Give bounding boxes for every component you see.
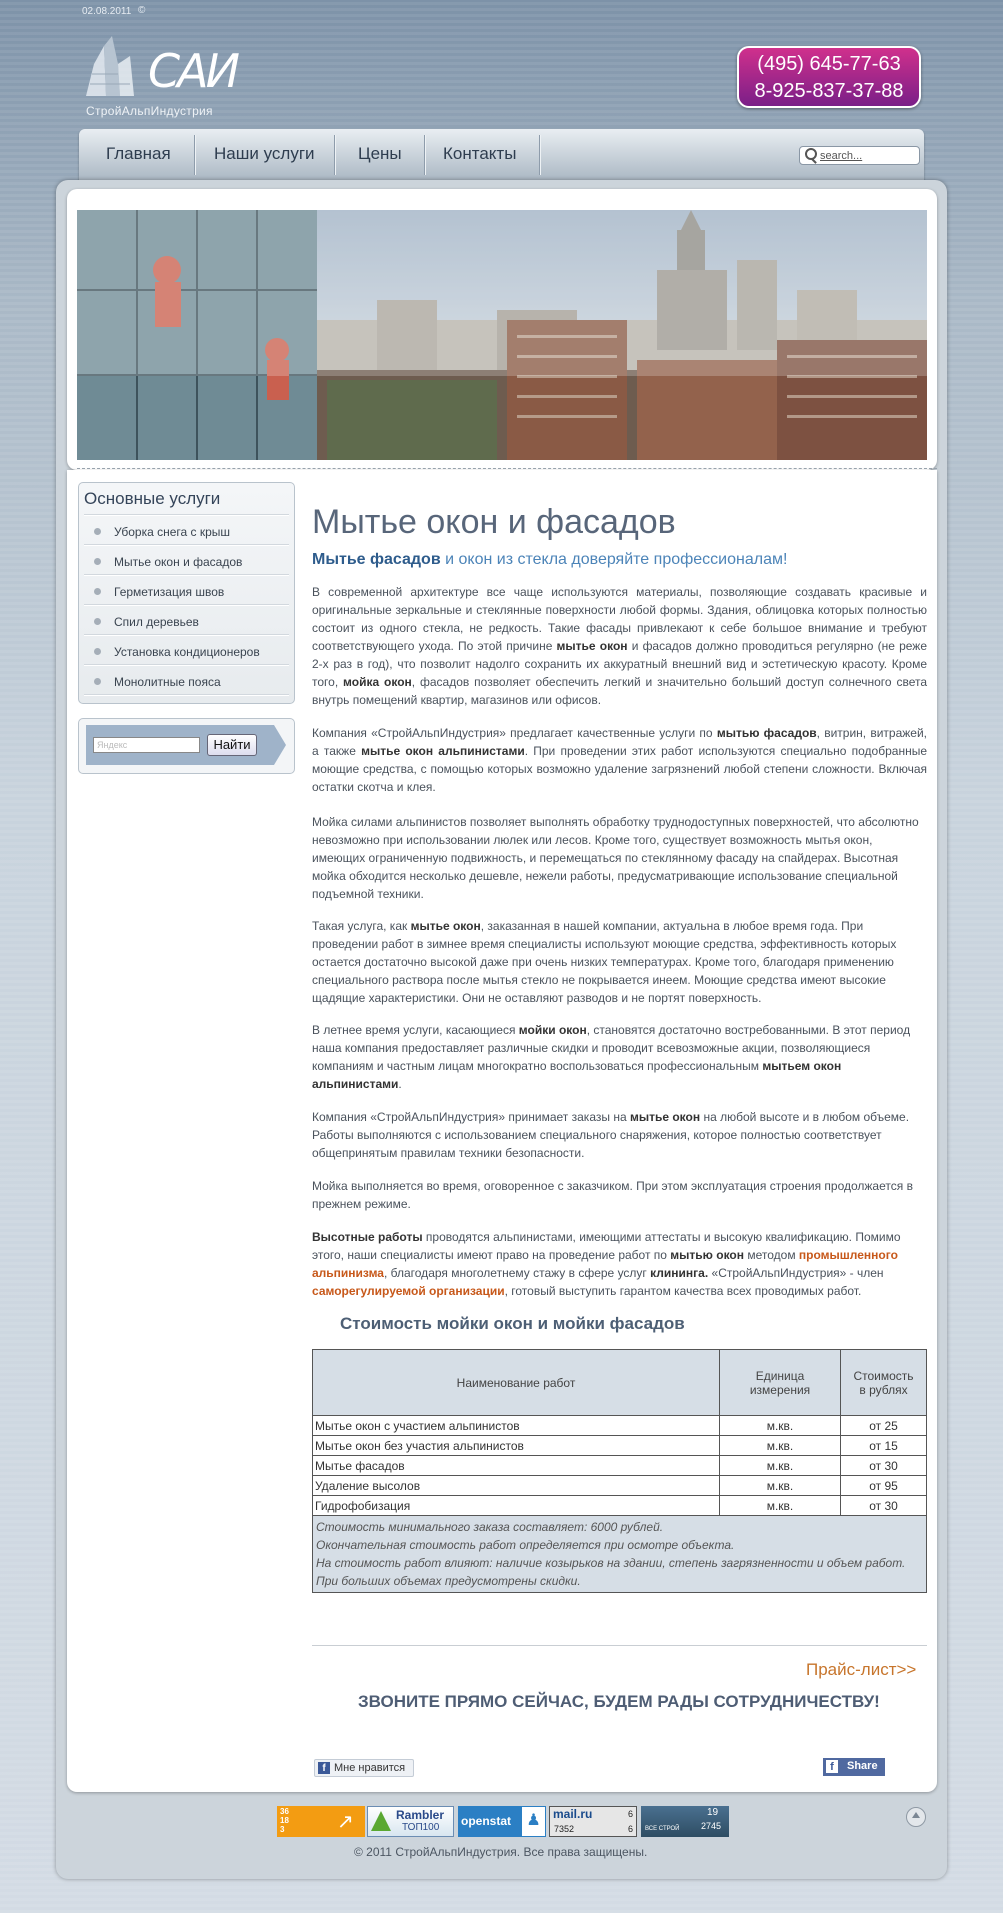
bullet-icon bbox=[94, 678, 101, 685]
keyword: мытье окон альпинистами bbox=[361, 744, 525, 758]
paragraph-text: и фасадов должно проводиться регулярно (не реже 2-х раз в год), что позволит надолго сохранить их аккуратный внешний вид и эстетическую красоту. Кроме того, bbox=[312, 639, 927, 689]
keyword: мытье окон bbox=[629, 1110, 701, 1124]
paragraph bbox=[312, 583, 927, 709]
paragraph: Мойка силами альпинистов позволяет выполнять обработку труднодоступных поверхностей, что абсолютно невозможно при использовании люлек или лесов. Кроме того, существует возможность мытья окон, имеющих ограниченную подвижность, и перемещаться по стеклянному фасаду на спайдерах. Высотная мойка обходится несколько дешевле, нежели работы, предусматривающие использование специальной подъемной техники. bbox=[312, 815, 919, 901]
call-to-action: ЗВОНИТЕ ПРЯМО СЕЙЧАС, БУДЕМ РАДЫ СОТРУДНИЧЕСТВУ! bbox=[358, 1692, 880, 1711]
table-row bbox=[313, 1436, 927, 1456]
bullet-icon bbox=[94, 648, 101, 655]
openstat-counter[interactable] bbox=[458, 1806, 546, 1837]
counter-value: 7352 bbox=[554, 1824, 575, 1834]
sidebar-item-conditioners[interactable]: Установка кондиционеров bbox=[114, 645, 260, 659]
sro-link[interactable]: саморегулируемой организации bbox=[312, 1284, 505, 1298]
note-line: Окончательная стоимость работ определяется при осмотре объекта. bbox=[316, 1538, 735, 1552]
divider bbox=[84, 604, 289, 606]
sidebar-item-snow[interactable]: Уборка снега с крыш bbox=[114, 525, 231, 539]
rambler-top: ТОП100 bbox=[402, 1822, 440, 1833]
sidebar-item-sealing[interactable]: Герметизация швов bbox=[114, 585, 225, 599]
cell-price: от 15 bbox=[841, 1436, 927, 1456]
table-notes-row bbox=[313, 1516, 927, 1593]
paragraph bbox=[312, 1108, 927, 1162]
cell-unit: м.кв. bbox=[720, 1436, 841, 1456]
rambler-label: Rambler bbox=[396, 1808, 445, 1822]
sidebar-item-trees[interactable]: Спил деревьев bbox=[114, 615, 199, 629]
counter-value: 36 bbox=[280, 1807, 289, 1816]
arrow-icon: ↗ bbox=[337, 1811, 354, 1833]
search-placeholder: search... bbox=[820, 150, 863, 162]
cell-service: Мытье окон с участием альпинистов bbox=[313, 1416, 720, 1436]
price-section-title: Стоимость мойки окон и мойки фасадов bbox=[340, 1314, 685, 1333]
cell-service: Гидрофобизация bbox=[313, 1496, 720, 1516]
price-notes bbox=[313, 1516, 927, 1593]
counter-value: 6 bbox=[628, 1824, 634, 1834]
cell-service: Мытье окон без участия альпинистов bbox=[313, 1436, 720, 1456]
nav-item-contacts[interactable]: Контакты bbox=[443, 144, 517, 163]
cell-unit: м.кв. bbox=[720, 1456, 841, 1476]
divider bbox=[77, 468, 937, 469]
cell-unit: м.кв. bbox=[720, 1496, 841, 1516]
paragraph-text: , витрин, витражей, а также bbox=[312, 726, 928, 758]
bullet-icon bbox=[94, 588, 101, 595]
paragraph-text: «СтройАльпИндустрия» - член bbox=[708, 1266, 884, 1280]
industrial-alpinism-link[interactable]: промышленного альпинизма bbox=[312, 1248, 898, 1280]
pricelist-link[interactable]: Прайс-лист>> bbox=[806, 1660, 917, 1679]
cell-unit: м.кв. bbox=[720, 1416, 841, 1436]
page-subtitle bbox=[312, 551, 787, 569]
banner-image bbox=[77, 210, 927, 460]
scroll-top-button[interactable] bbox=[906, 1807, 926, 1827]
paragraph-text: В летнее время услуги, касающиеся bbox=[312, 1023, 519, 1037]
paragraph bbox=[312, 724, 927, 796]
counter-badge[interactable] bbox=[277, 1806, 365, 1837]
nav-item-home[interactable]: Главная bbox=[106, 144, 171, 163]
counter-value: 3 bbox=[280, 1825, 285, 1834]
paragraph-text: , готовый выступить гарантом качества всех проводимых работ. bbox=[504, 1284, 862, 1298]
paragraph-text: проводятся альпинистами, имеющими аттестаты и высокую квалификацию. Помимо этого, наши специалисты имеют право на проведение работ по bbox=[312, 1230, 901, 1262]
divider bbox=[84, 574, 289, 576]
page-title: Мытье окон и фасадов bbox=[312, 503, 676, 541]
column-header: Стоимость в рублях bbox=[841, 1350, 927, 1416]
paragraph: Мойка выполняется во время, оговоренное с заказчиком. При этом эксплуатация строения продолжается в прежнем режиме. bbox=[312, 1179, 913, 1211]
nav-divider bbox=[334, 135, 336, 175]
cell-price: от 25 bbox=[841, 1416, 927, 1436]
paragraph-text: Компания «СтройАльпИндустрия» предлагает качественные услуги по bbox=[312, 726, 717, 740]
divider bbox=[84, 544, 289, 546]
keyword: мытье окон bbox=[410, 919, 481, 933]
price-table bbox=[312, 1349, 927, 1593]
share-label: Share bbox=[847, 1760, 878, 1772]
column-header: Единица измерения bbox=[720, 1350, 841, 1416]
nav-item-prices[interactable]: Цены bbox=[358, 144, 402, 163]
counter-value: 18 bbox=[280, 1816, 289, 1825]
cell-unit: м.кв. bbox=[720, 1476, 841, 1496]
note-line: При больших объемах предусмотрены скидки. bbox=[316, 1574, 581, 1588]
yandex-search-input[interactable]: Яндекс bbox=[93, 737, 200, 753]
table-row bbox=[313, 1496, 927, 1516]
divider bbox=[84, 514, 289, 516]
subtitle-text: и окон из стекла доверяйте профессионалам! bbox=[440, 551, 788, 568]
like-label: Мне нравится bbox=[334, 1762, 406, 1774]
keyword: мойка окон bbox=[343, 675, 412, 689]
counter-value: 6 bbox=[628, 1809, 634, 1819]
facebook-icon: f bbox=[318, 1762, 330, 1774]
divider bbox=[84, 634, 289, 636]
paragraph-text: . bbox=[398, 1077, 402, 1091]
cell-price: от 95 bbox=[841, 1476, 927, 1496]
phone-box bbox=[737, 46, 921, 108]
facebook-share-button[interactable] bbox=[823, 1758, 885, 1776]
paragraph-text: Такая услуга, как bbox=[312, 919, 411, 933]
bullet-icon bbox=[94, 558, 101, 565]
cell-service: Мытье фасадов bbox=[313, 1456, 720, 1476]
divider bbox=[84, 664, 289, 666]
cell-price: от 30 bbox=[841, 1496, 927, 1516]
counter-label: ВСЕ СТРОЙ bbox=[645, 1826, 680, 1832]
keyword: мытьем окон альпинистами bbox=[312, 1059, 842, 1091]
table-header-row bbox=[313, 1350, 927, 1416]
paragraph-text: . При проведении этих работ используются специально подобранные моющие средства, с помощью которых возможно удаление загрязнений любой степени сложности. Включая остатки скотча и клея. bbox=[312, 744, 928, 794]
main-nav bbox=[79, 129, 924, 181]
sidebar-item-windows[interactable]: Мытье окон и фасадов bbox=[114, 555, 243, 569]
bullet-icon bbox=[94, 528, 101, 535]
bullet-icon bbox=[94, 618, 101, 625]
paragraph-text: , становятся достаточно востребованными. В этот период наша компания предоставляет различные скидки и проводит всевозможные акции, позволяющиеся компаниям и частным лицам многократно воспользоваться профессиональным bbox=[312, 1023, 911, 1073]
note-line: На стоимость работ влияют: наличие козырьков на здании, степень загрязненности и объем работ. bbox=[316, 1556, 906, 1570]
table-row bbox=[313, 1456, 927, 1476]
nav-item-services[interactable]: Наши услуги bbox=[214, 144, 315, 163]
yandex-search-button[interactable]: Найти bbox=[207, 734, 257, 756]
date-label: 02.08.2011 bbox=[82, 6, 132, 17]
facebook-like-button[interactable] bbox=[314, 1759, 414, 1777]
rambler-logo-icon bbox=[371, 1811, 391, 1831]
keyword: мытье окон bbox=[556, 639, 628, 653]
mailru-label: mail.ru bbox=[553, 1807, 593, 1821]
paragraph-text: на любой высоте и в любом объеме. Работы выполняются с использованием специального снаряжения, которое полностью соответствует общепринятым правилам техники безопасности. bbox=[312, 1110, 910, 1160]
column-header: Наименование работ bbox=[313, 1350, 720, 1416]
note-line: Стоимость минимального заказа составляет: 6000 рублей. bbox=[316, 1520, 664, 1534]
paragraph bbox=[312, 917, 927, 1007]
sidebar-item-belts[interactable]: Монолитные пояса bbox=[114, 675, 221, 689]
arrow-up-icon bbox=[912, 1812, 920, 1818]
mailru-counter[interactable] bbox=[549, 1806, 637, 1837]
paragraph-text: , благодаря многолетнему стажу в сфере услуг bbox=[383, 1266, 651, 1280]
subtitle-highlight: Мытье фасадов bbox=[312, 551, 441, 568]
counter-values bbox=[280, 1807, 289, 1834]
paragraph-text: В современной архитектуре все чаще используются материалы, позволяющие создавать красивые и оригинальные зеркальные и стеклянные поверхности любой формы. Здания, облицовка которых полностью состоит из одного стекла, не редкость. Такие фасады привлекают к себе большое внимание и требуют соответствующего ухода. По этой причине bbox=[312, 585, 927, 653]
keyword: Высотные работы bbox=[312, 1230, 423, 1244]
copyright: © 2011 СтройАльпИндустрия. Все права защищены. bbox=[354, 1845, 648, 1859]
cell-price: от 30 bbox=[841, 1456, 927, 1476]
keyword: мытью фасадов bbox=[716, 726, 817, 740]
people-icon: ♟ bbox=[522, 1807, 545, 1836]
paragraph-text: Компания «СтройАльпИндустрия» принимает заказы на bbox=[312, 1110, 630, 1124]
vsestroy-counter[interactable] bbox=[641, 1806, 729, 1837]
rambler-counter[interactable] bbox=[367, 1806, 454, 1837]
keyword: мытью окон bbox=[670, 1248, 745, 1262]
nav-divider bbox=[539, 135, 541, 175]
paragraph-text: , заказанная в нашей компании, актуальна в любое время года. При проведении работ в зимнее время специалисты используют моющие средства, эффективность которых остается достаточно высокой даже при очень низких температурах. Кроме того, благодаря применению специального раствора после мытья стекло не покрывается инеем. Моющие средства имеют высокие щадящие характеристики. Они не оставляют разводов и не портят поверхность. bbox=[312, 919, 897, 1005]
table-row bbox=[313, 1416, 927, 1436]
paragraph-text: , фасадов позволяет обеспечить легкий и значительно больший доступ солнечного света внутрь помещений квартир, магазинов или офисов. bbox=[312, 675, 928, 707]
facebook-icon: f bbox=[826, 1760, 838, 1773]
logo-mark: САИ bbox=[148, 44, 237, 98]
divider bbox=[312, 1645, 927, 1646]
paragraph bbox=[312, 1021, 927, 1093]
nav-divider bbox=[424, 135, 426, 175]
divider bbox=[84, 694, 289, 696]
services-menu-title: Основные услуги bbox=[84, 489, 221, 508]
cell-service: Удаление высолов bbox=[313, 1476, 720, 1496]
counter-value: 2745 bbox=[701, 1821, 722, 1831]
copyright-icon: © bbox=[138, 5, 146, 16]
logo-subtitle: СтройАльпИндустрия bbox=[86, 104, 213, 118]
table-row bbox=[313, 1476, 927, 1496]
paragraph-text: методом bbox=[744, 1248, 799, 1262]
openstat-label: openstat bbox=[461, 1814, 512, 1828]
counter-value: 19 bbox=[707, 1807, 719, 1818]
keyword: клининга. bbox=[650, 1266, 709, 1280]
keyword: мойки окон bbox=[518, 1023, 587, 1037]
phone-number[interactable]: 8-925-837-37-88 bbox=[754, 80, 904, 102]
nav-divider bbox=[194, 135, 196, 175]
paragraph bbox=[312, 1228, 927, 1300]
phone-number[interactable]: (495) 645-77-63 bbox=[757, 53, 901, 75]
